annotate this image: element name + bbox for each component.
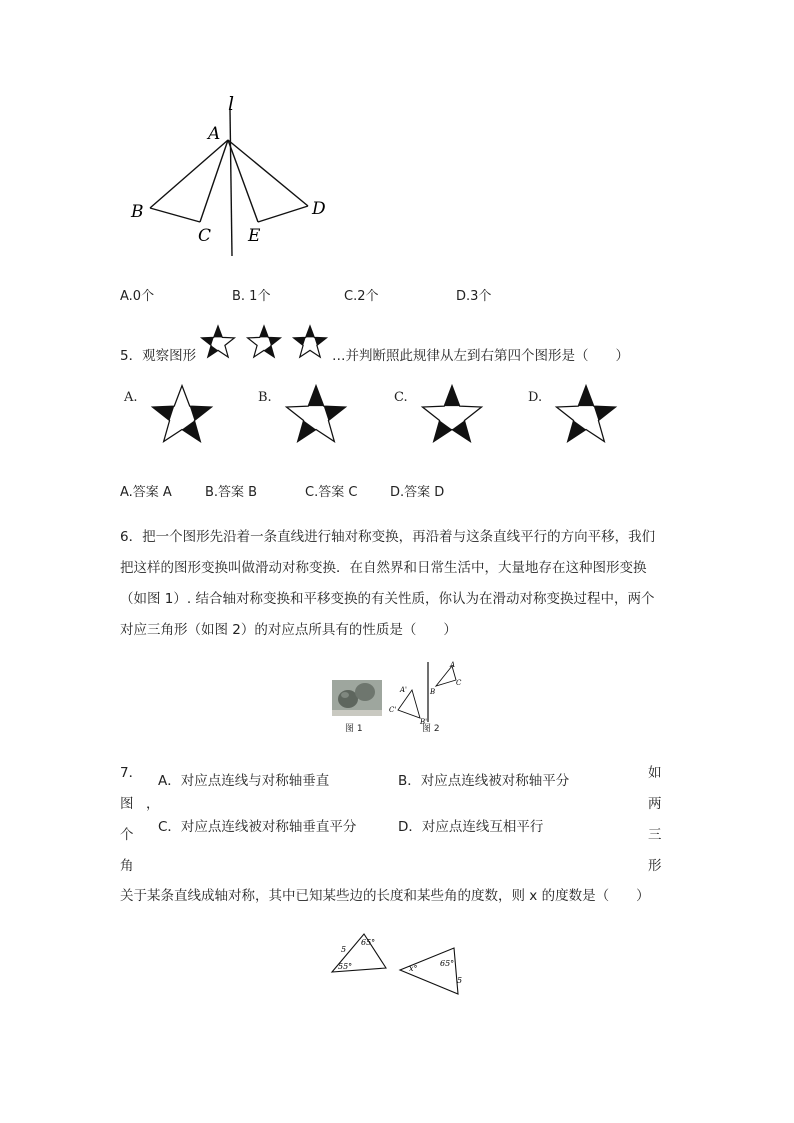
q6-fig1-photo	[332, 680, 382, 716]
q5-choice-b-star[interactable]	[280, 382, 356, 446]
q6-fig1-caption: 图 1	[345, 724, 363, 734]
q7-triangles-figure	[326, 926, 466, 1002]
q5-choice-d-label[interactable]: D.	[528, 390, 543, 405]
q6-option-b[interactable]: B．对应点连线被对称轴平分	[398, 773, 570, 789]
q4-option-b[interactable]: B. 1个	[232, 289, 271, 304]
line-l	[230, 110, 232, 256]
q5-stem-suffix: …并判断照此规律从左到右第四个图形是（ ）	[332, 348, 629, 364]
q7-right-angle: 65°	[440, 959, 455, 968]
q6-line-1: 6．把一个图形先沿着一条直线进行轴对称变换，再沿着与这条直线平行的方向平移，我们	[120, 529, 656, 545]
q5-stem-prefix: 5．观察图形	[120, 348, 197, 364]
q4-option-d[interactable]: D.3个	[456, 289, 492, 304]
q6-line-3: （如图 1）. 结合轴对称变换和平移变换的有关性质，你认为在滑动对称变换过程中，两个	[120, 591, 655, 607]
q5-choice-c-star[interactable]	[416, 382, 492, 446]
q5-option-a[interactable]: A.答案 A	[120, 485, 172, 500]
svg-text:C: C	[456, 679, 462, 687]
q7-left-2: 图	[120, 796, 134, 812]
label-C: C	[198, 226, 212, 246]
q6-option-d[interactable]: D．对应点连线互相平行	[398, 819, 544, 835]
label-B: B	[131, 202, 144, 222]
q7-left-bottom-angle: 55°	[338, 962, 353, 971]
q5-sequence-stars	[196, 322, 336, 362]
q5-option-b[interactable]: B.答案 B	[205, 485, 258, 500]
q4-option-c[interactable]: C.2个	[344, 289, 379, 304]
q5-choice-d-star[interactable]	[550, 382, 626, 446]
label-D: D	[312, 199, 326, 219]
svg-text:C': C'	[389, 706, 397, 714]
q7-left-side: 5	[341, 945, 347, 954]
q7-left-1: 7．	[120, 765, 143, 781]
q5-choice-a-label[interactable]: A.	[124, 390, 138, 405]
q6-option-a[interactable]: A．对应点连线与对称轴垂直	[158, 773, 330, 789]
label-A: A	[208, 124, 221, 144]
q6-fig2-diagram	[386, 658, 470, 730]
q7-last-line: 关于某条直线成轴对称，其中已知某些边的长度和某些角的度数，则 x 的度数是（ ）	[120, 888, 650, 904]
q7-left-4: 角	[120, 858, 134, 874]
svg-text:A: A	[450, 661, 456, 669]
q6-line-4: 对应三角形（如图 2）的对应点所具有的性质是（ ）	[120, 622, 457, 638]
q7-right-4: 形	[648, 858, 662, 874]
q5-choice-c-label[interactable]: C.	[394, 390, 408, 405]
q4-option-a[interactable]: A.0个	[120, 289, 155, 304]
q7-comma: ，	[146, 796, 160, 812]
q7-left-top-angle: 65°	[361, 938, 376, 947]
svg-text:B': B'	[420, 718, 428, 726]
q6-option-c[interactable]: C．对应点连线被对称轴垂直平分	[158, 819, 357, 835]
q7-right-2: 两	[648, 796, 662, 812]
q5-choice-a-star[interactable]	[146, 382, 222, 446]
svg-text:B: B	[430, 688, 436, 696]
q6-fig2-caption: 图 2	[422, 724, 440, 734]
q6-line-2: 把这样的图形变换叫做滑动对称变换．在自然界和日常生活中，大量地存在这种图形变换	[120, 560, 647, 576]
q5-option-c[interactable]: C.答案 C	[305, 485, 358, 500]
q7-right-1: 如	[648, 765, 662, 781]
q7-right-side: 5	[457, 976, 463, 985]
q7-right-3: 三	[648, 827, 662, 843]
q5-option-d[interactable]: D.答案 D	[390, 485, 445, 500]
q4-figure	[120, 92, 350, 264]
label-l: l	[228, 93, 235, 115]
q7-right-x-angle: x°	[409, 964, 418, 973]
q7-left-3: 个	[120, 827, 134, 843]
label-E: E	[248, 226, 261, 246]
svg-text:A': A'	[400, 686, 407, 694]
q5-choice-b-label[interactable]: B.	[258, 390, 272, 405]
